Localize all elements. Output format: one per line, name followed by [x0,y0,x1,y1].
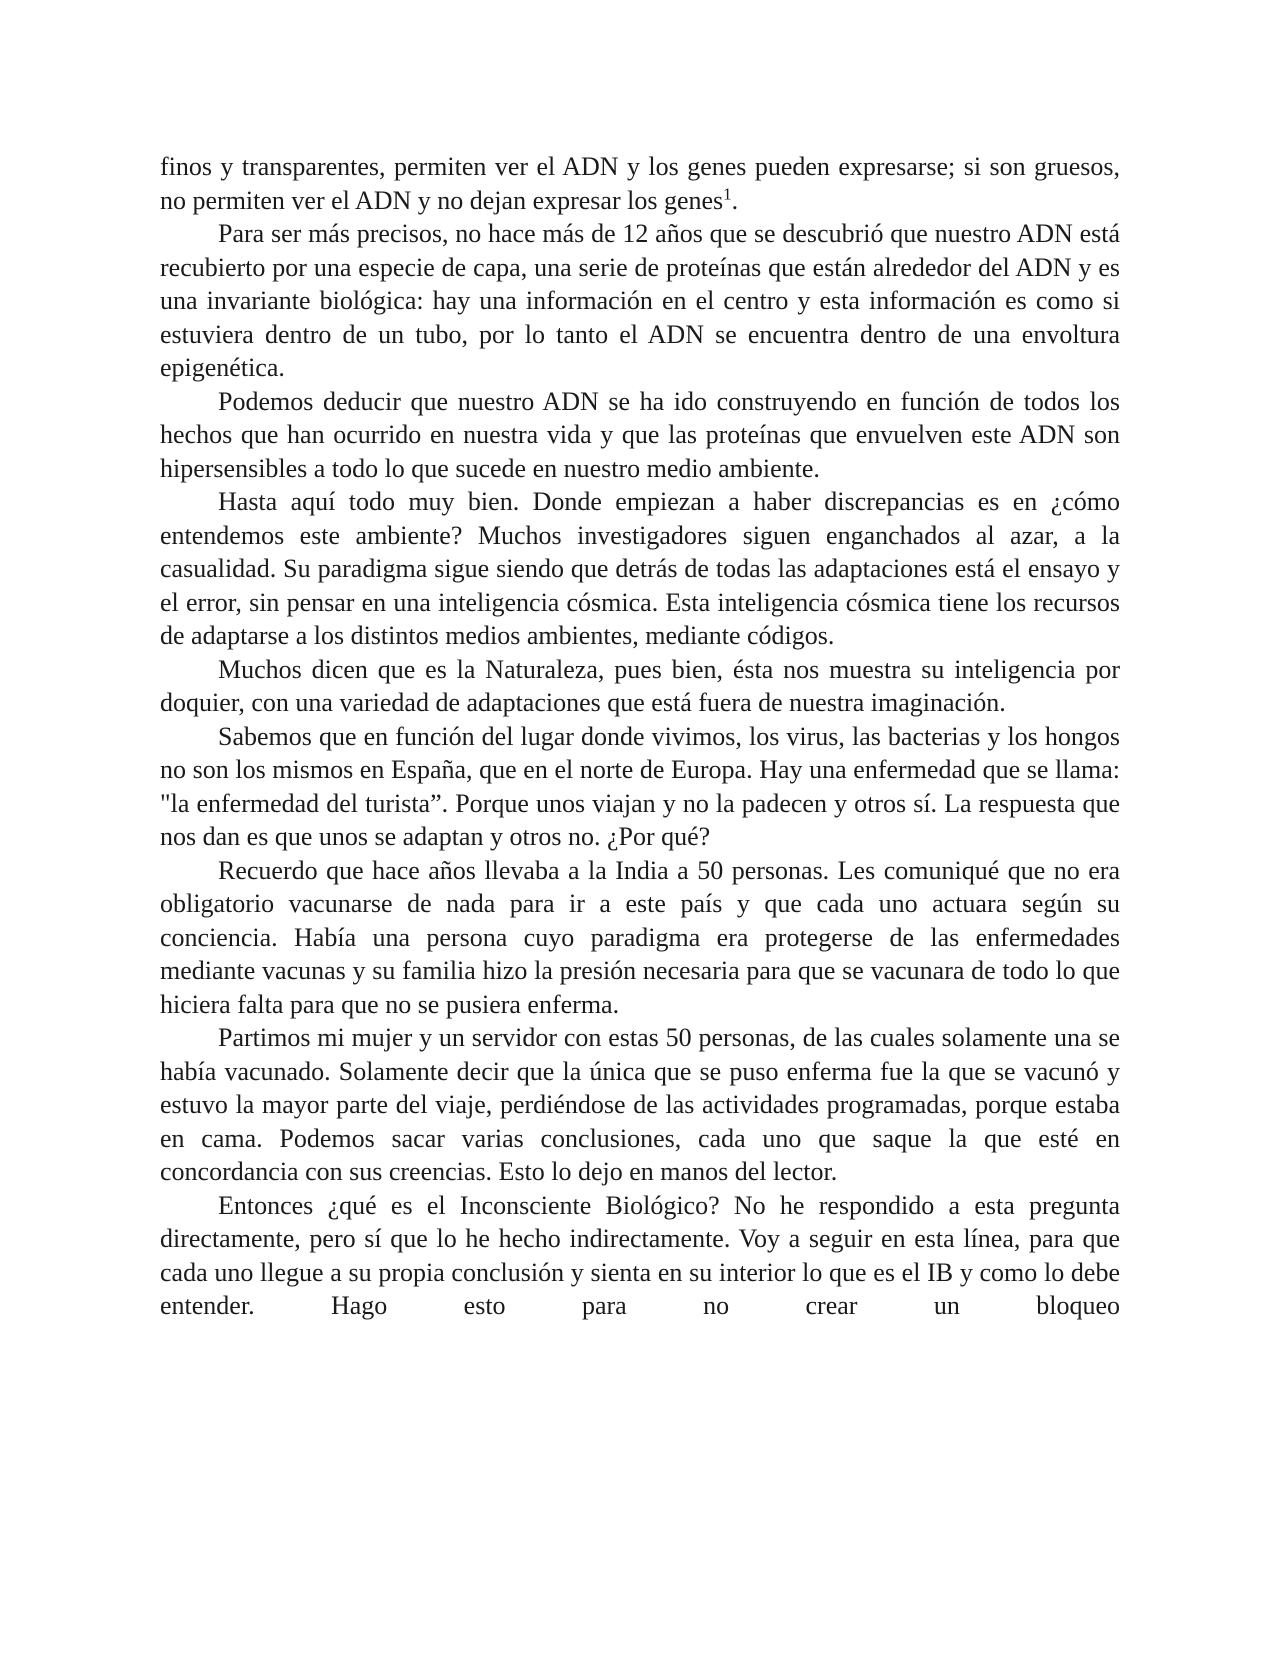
paragraph: Muchos dicen que es la Naturaleza, pues bien, ésta nos muestra su inteligencia por doquier, con una variedad de adaptaciones que está fuera de nuestra imaginación. [160,654,1120,717]
paragraph: Podemos deducir que nuestro ADN se ha ido construyendo en función de todos los hechos que han ocurrido en nuestra vida y que las proteínas que envuelven este ADN son hipersensibles a todo lo que sucede en nuestro medio ambiente. [160,386,1120,483]
paragraph: Recuerdo que hace años llevaba a la India a 50 personas. Les comuniqué que no era obligatorio vacunarse de nada para ir a este país y que cada uno actuara según su conciencia. Había una persona cuyo paradigma era protegerse de las enfermedades mediante vacunas y su familia hizo la presión necesaria para que se vacunara de todo lo que hiciera falta para que no se pusiera enferma. [160,855,1120,1019]
paragraph: Sabemos que en función del lugar donde vivimos, los virus, las bacterias y los hongos no son los mismos en España, que en el norte de Europa. Hay una enfermedad que se llama: "la enfermedad del turista”. Porque unos viajan y no la padecen y otros sí. La respuesta que nos dan es que unos se adaptan y otros no. ¿Por qué? [160,721,1120,851]
paragraph-continues-next-page: Entonces ¿qué es el Inconsciente Biológico? No he respondido a esta pregunta directamente, pero sí que lo he hecho indirectamente. Voy a seguir en esta línea, para que cada uno llegue a su propia conclusión y sienta en su interior lo que es el IB y como lo debe entender. Hago esto para no crear un bloqueo [160,1190,1120,1320]
paragraph: Partimos mi mujer y un servidor con estas 50 personas, de las cuales solamente una se había vacunado. Solamente decir que la única que se puso enferma fue la que se vacunó y estuvo la mayor parte del viaje, perdiéndose de las actividades programadas, porque estaba en cama. Podemos sacar varias conclusiones, cada uno que saque la que esté en concordancia con sus creencias. Esto lo dejo en manos del lector. [160,1023,1120,1186]
paragraph: Hasta aquí todo muy bien. Donde empiezan a haber discrepancias es en ¿cómo entendemos este ambiente? Muchos investigadores siguen enganchados al azar, a la casualidad. Su paradigma sigue siendo que detrás de todas las adaptaciones está el ensayo y el error, sin pensar en una inteligencia cósmica. Esta inteligencia cósmica tiene los recursos de adaptarse a los distintos medios ambientes, mediante códigos. [160,487,1120,650]
document-page [160,150,1120,1323]
footnote-reference[interactable]: 1 [723,183,732,203]
paragraph-end-punctuation: . [731,185,739,215]
paragraph-continuation [160,150,1120,217]
paragraph: Para ser más precisos, no hace más de 12 años que se descubrió que nuestro ADN está recubierto por una especie de capa, una serie de proteínas que están alrededor del ADN y es una invariante biológica: hay una información en el centro y esta información es como si estuviera dentro de un tubo, por lo tanto el ADN se encuentra dentro de una envoltura epigenética. [160,219,1120,382]
paragraph-text: finos y transparentes, permiten ver el ADN y los genes pueden expresarse; si son gruesos, no permiten ver el ADN y no dejan expresar los genes [160,152,1120,215]
